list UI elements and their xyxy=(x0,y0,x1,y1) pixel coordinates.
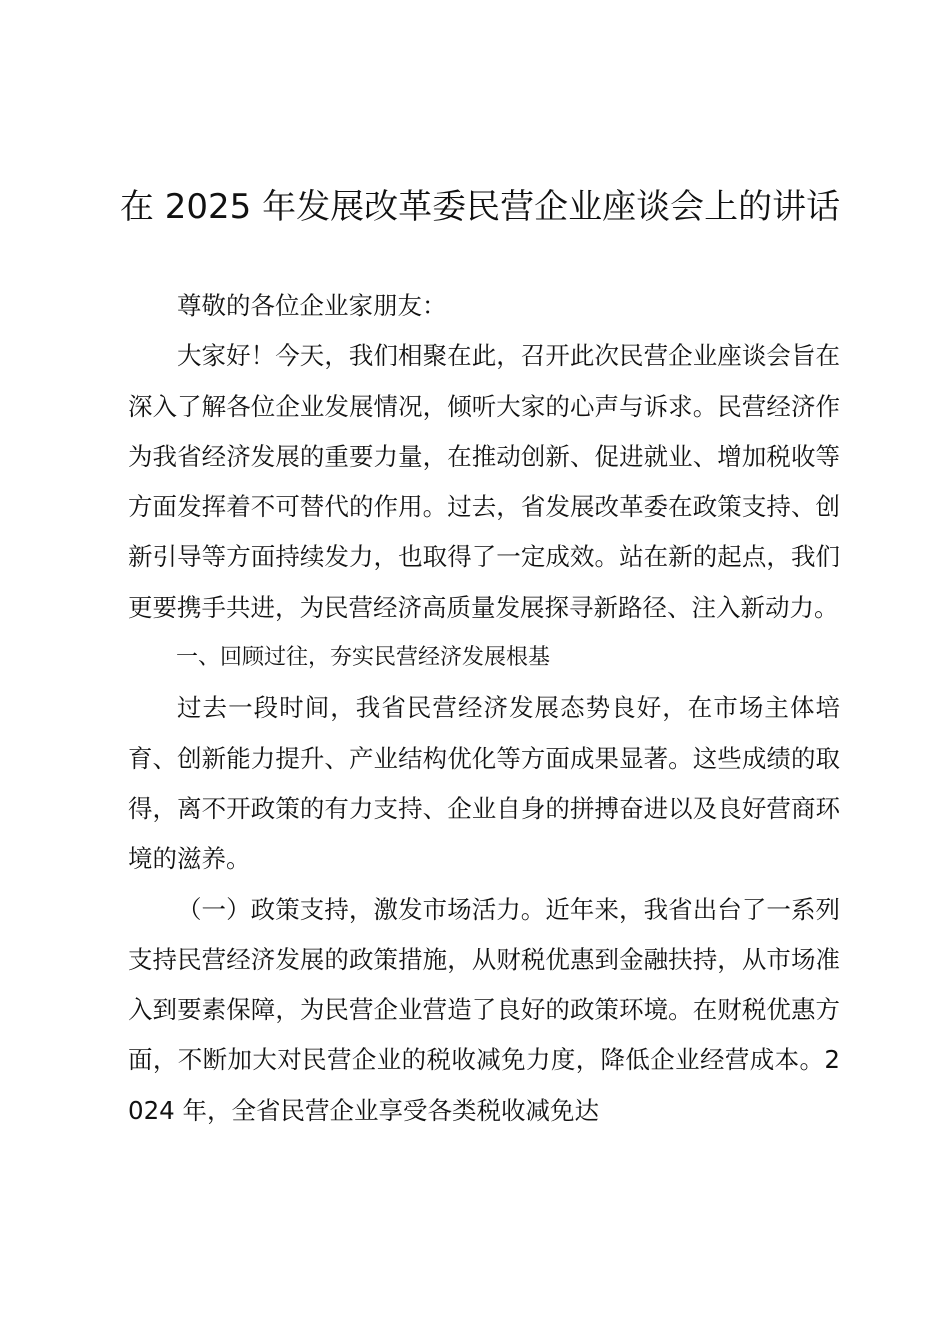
opening-paragraph: 大家好！今天，我们相聚在此，召开此次民营企业座谈会旨在深入了解各位企业发展情况，倾听大家的心声与诉求。民营经济作为我省经济发展的重要力量，在推动创新、促进就业、增加税收等方面发挥着不可替代的作用。过去，省发展改革委在政策支持、创新引导等方面持续发力，也取得了一定成效。站在新的起点，我们更要携手共进，为民营经济高质量发展探寻新路径、注入新动力。 xyxy=(128,341,840,622)
document-title: 在 2025 年发展改革委民营企业座谈会上的讲话 xyxy=(119,187,841,227)
section-paragraph-2: （一）政策支持，激发市场活力。近年来，我省出台了一系列支持民营经济发展的政策措施，从财税优惠到金融扶持，从市场准入到要素保障，为民营企业营造了良好的政策环境。在财税优惠方面，不断加大对民营企业的税收减免力度，降低企业经营成本。2024 年，全省民营企业享受各类税收减免达 xyxy=(128,894,840,1125)
section-heading: 一、回顾过往，夯实民营经济发展根基 xyxy=(176,645,551,671)
document-body xyxy=(128,281,840,1136)
section-paragraph-1: 过去一段时间，我省民营经济发展态势良好，在市场主体培育、创新能力提升、产业结构优化等方面成果显著。这些成绩的取得，离不开政策的有力支持、企业自身的拼搏奋进以及良好营商环境的滋养。 xyxy=(128,693,840,874)
salutation: 尊敬的各位企业家朋友： xyxy=(177,291,447,320)
